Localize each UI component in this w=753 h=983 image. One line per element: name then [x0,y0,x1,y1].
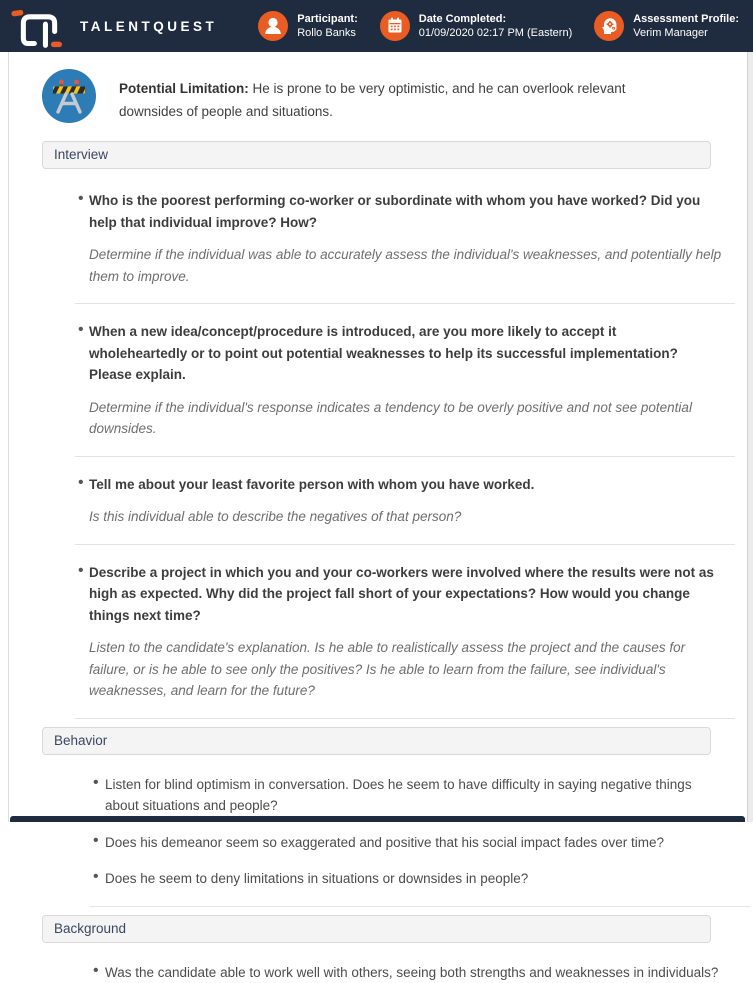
question-text: • Does he seem to deny limitations in situations or downsides in people? [105,868,729,890]
section-title: Background [54,921,126,936]
question-text: • Does his demeanor seem so exaggerated and positive that his social impact fades over time? [105,832,729,854]
section-header-behavior [42,727,711,755]
question-text: • Who is the poorest performing co-worker or subordinate with whom you have worked? Did you help that individual improve? How? [89,190,714,233]
participant-label: Participant: [297,13,358,25]
date-completed-label: Date Completed: [419,13,506,25]
brand-name: TALENTQUEST [80,19,217,34]
section-header-interview [42,141,711,169]
section-end-divider [75,718,735,719]
question-item [93,868,729,890]
assessment-profile-icon [594,11,624,41]
talentquest-logo-icon [10,3,68,49]
question-item [78,474,729,528]
assessment-profile-label: Assessment Profile: [633,13,739,25]
item-divider [75,303,735,304]
section-title: Behavior [54,733,107,748]
participant-info [258,11,358,41]
section-list-background [9,943,747,983]
item-divider [75,544,735,545]
interviewer-guidance: Is this individual able to describe the negatives of that person? [89,506,729,528]
calendar-icon [380,11,410,41]
section-end-divider [90,906,750,907]
question-text: • Describe a project in which you and your co-workers were involved where the results were not as high as expected. Why did the project fall short of your expectations? How would you change things next time? [89,562,714,627]
top-bar [0,0,753,52]
section-title: Interview [54,147,108,162]
question-item [78,190,729,287]
question-text: • Was the candidate able to work well with others, seeing both strengths and weaknesses in individuals? [105,962,729,983]
potential-limitation-label: Potential Limitation: [119,81,249,96]
participant-value: Rollo Banks [297,27,356,39]
potential-limitation-block [9,52,747,123]
question-item [78,562,729,702]
vertical-scrollbar[interactable] [747,52,753,822]
interviewer-guidance: Determine if the individual's response indicates a tendency to be overly positive and not see potential downsides. [89,397,729,440]
interviewer-guidance: Determine if the individual was able to accurately assess the individual's weaknesses, and potentially help them to improve. [89,244,729,287]
date-completed-value: 01/09/2020 02:17 PM (Eastern) [419,27,572,39]
section-list-interview [9,169,747,719]
section-header-background [42,915,711,943]
report-page [8,52,747,822]
question-item [93,962,729,983]
assessment-profile-info [594,11,739,41]
sections-container [9,141,747,983]
question-item [93,832,729,854]
potential-limitation-text: Potential Limitation: He is prone to be very optimistic, and he can overlook relevant downsides of people and situations. [119,69,679,123]
question-text: • Tell me about your least favorite person with whom you have worked. [89,474,714,496]
item-divider [75,456,735,457]
interviewer-guidance: Listen to the candidate's explanation. Is he able to realistically assess the project and the causes for failure, or is he able to see only the positives? Is he able to learn from the failure, see individual's weaknesses, and learn for the future? [89,637,729,702]
question-item [93,774,729,817]
section-list-behavior [9,755,747,907]
barricade-icon [42,69,96,123]
person-icon [258,11,288,41]
topbar-info [258,11,743,41]
question-text: • Listen for blind optimism in conversation. Does he seem to have difficulty in saying negative things about situations and people? [105,774,729,817]
question-text: • When a new idea/concept/procedure is introduced, are you more likely to accept it wholeheartedly or to point out potential weaknesses to help its successful implementation? Please explain. [89,321,714,386]
assessment-profile-value: Verim Manager [633,27,708,39]
next-section-bar [10,816,745,822]
question-item [78,321,729,440]
date-completed-info [380,11,572,41]
brand [10,3,217,49]
